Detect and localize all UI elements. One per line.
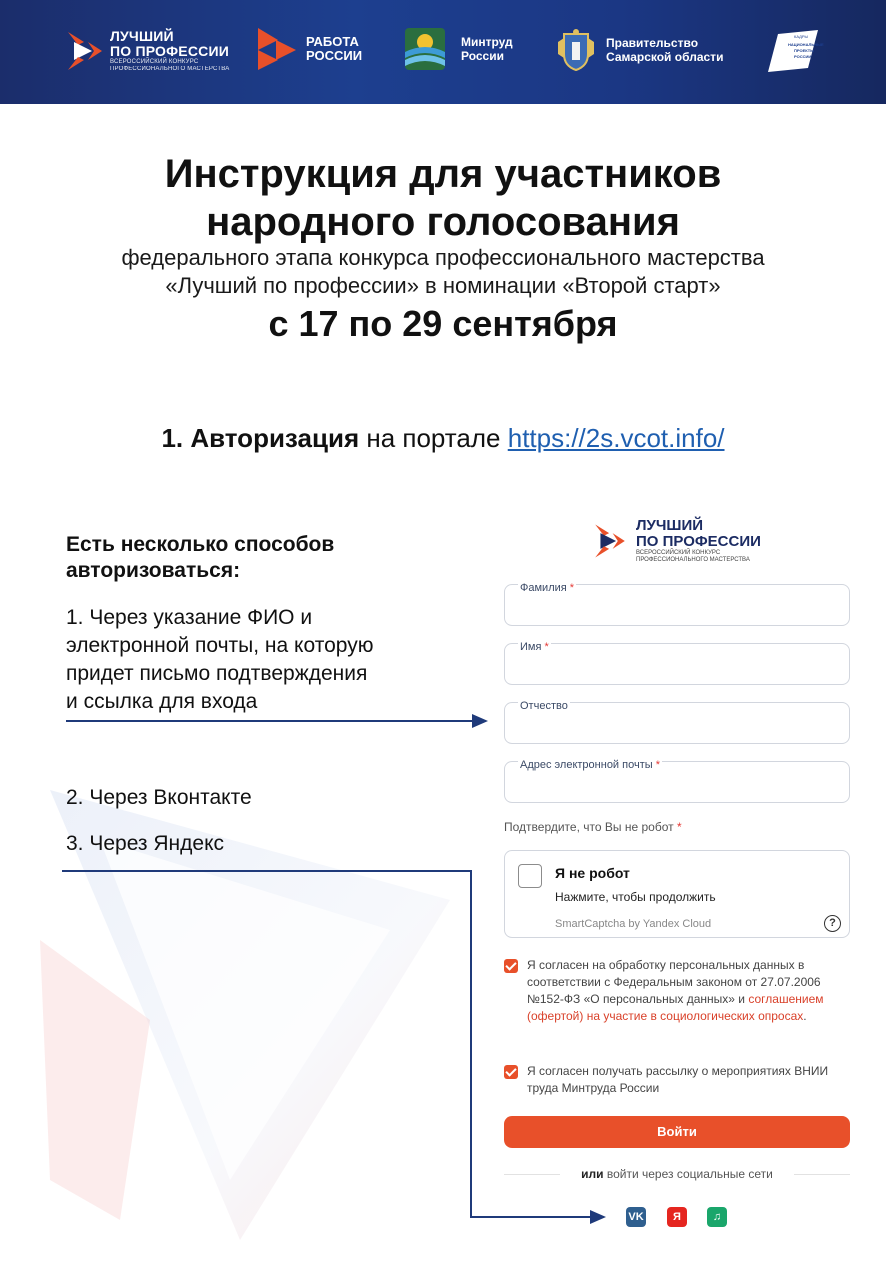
- logo-text: ЛУЧШИЙ: [110, 28, 174, 44]
- subtitle-line: «Лучший по профессии» в номинации «Второй старт»: [165, 273, 721, 298]
- arrow-social-line-bottom: [470, 1216, 594, 1218]
- voting-dates: с 17 по 29 сентября: [268, 303, 618, 344]
- offer-link[interactable]: соглашением (офертой) на участие в социологических опросах: [527, 992, 824, 1023]
- consent-mailing-text: Я согласен получать рассылку о мероприятиях ВНИИ труда Минтруда России: [527, 1064, 829, 1095]
- required-mark: *: [676, 820, 682, 834]
- form-logo: [590, 518, 761, 564]
- logo-best-in-profession: [66, 28, 229, 74]
- email-input[interactable]: [517, 776, 839, 798]
- chevrons-icon: [590, 521, 630, 561]
- name-input[interactable]: [517, 658, 839, 680]
- way-line: электронной почты, на которую: [66, 634, 374, 657]
- consent-text: Я согласен на обработку персональных данных в соответствии с Федеральным законом от 27.07.2006 №152-ФЗ «О персональных данных» и: [527, 958, 821, 1006]
- required-mark: *: [655, 759, 660, 771]
- subtitle-line: федерального этапа конкурса профессионального мастерства: [121, 245, 765, 270]
- social-text: войти через социальные сети: [603, 1167, 773, 1181]
- help-icon[interactable]: ?: [824, 915, 841, 932]
- name-field[interactable]: [504, 643, 850, 685]
- consent-personal-data-checkbox[interactable]: [504, 959, 518, 973]
- captcha-brand: SmartCaptcha by Yandex Cloud: [555, 918, 712, 930]
- logo-text: КАДРЫ: [794, 34, 809, 39]
- way-line: 1. Через указание ФИО и: [66, 606, 313, 629]
- portal-link[interactable]: https://2s.vcot.info/: [507, 423, 725, 453]
- field-label-text: Имя: [520, 641, 542, 653]
- captcha-hint: Нажмите, чтобы продолжить: [555, 890, 716, 904]
- robot-prompt: [504, 820, 682, 834]
- chevrons-icon: [66, 28, 104, 74]
- field-label: [518, 641, 551, 653]
- email-field[interactable]: [504, 761, 850, 803]
- logo-mintrud: [405, 28, 513, 70]
- field-label-text: Адрес электронной почты: [520, 759, 653, 771]
- captcha-checkbox[interactable]: [518, 864, 542, 888]
- page-subtitle: [0, 244, 886, 300]
- required-mark: *: [569, 582, 575, 594]
- step-label: 1. Авторизация: [161, 423, 360, 453]
- logo-text: России: [461, 49, 504, 63]
- logo-text: ПРОФЕССИОНАЛЬНОГО МАСТЕРСТВА: [110, 66, 230, 72]
- ways-heading-line: Есть несколько способов: [66, 533, 335, 556]
- national-projects-icon: [764, 28, 824, 74]
- logo-text: РАБОТА: [306, 34, 359, 49]
- arrow-email-line: [66, 720, 476, 722]
- logo-text: НАЦИОНАЛЬНЫЕ: [788, 42, 824, 47]
- patronymic-input[interactable]: [517, 717, 839, 739]
- field-label-text: Фамилия: [520, 582, 567, 594]
- third-login-icon[interactable]: ♫: [707, 1207, 727, 1227]
- form-logo-text: ПРОФЕССИОНАЛЬНОГО МАСТЕРСТВА: [636, 557, 750, 563]
- consent-text: .: [803, 1009, 807, 1023]
- logo-text: ПО ПРОФЕССИИ: [110, 43, 229, 59]
- login-button[interactable]: Войти: [504, 1116, 850, 1148]
- title-line: народного голосования: [206, 200, 680, 244]
- required-mark: *: [544, 641, 549, 653]
- arrow-social-line-down: [470, 870, 472, 1218]
- surname-input[interactable]: [517, 599, 839, 621]
- smart-captcha[interactable]: [504, 850, 850, 938]
- page-title: [0, 150, 886, 246]
- logo-samara-government: [556, 28, 723, 72]
- field-label: [518, 700, 570, 712]
- field-label: [518, 759, 662, 771]
- logo-rabota-rossii: [256, 26, 362, 72]
- step-text: на портале: [359, 423, 508, 453]
- way-yandex: 3. Через Яндекс: [66, 832, 225, 855]
- logo-national-projects: [764, 28, 824, 74]
- mintrud-icon: [405, 28, 445, 70]
- patronymic-field[interactable]: [504, 702, 850, 744]
- logo-text: ПРОЕКТЫ: [794, 48, 815, 53]
- title-line: Инструкция для участников: [164, 152, 722, 196]
- consent-personal-data-text: [527, 957, 849, 1025]
- header-banner: [0, 0, 886, 104]
- social-or: или: [581, 1167, 604, 1181]
- ways-heading: [66, 532, 426, 584]
- arrow-head-icon: [590, 1210, 606, 1224]
- way-vk: 2. Через Вконтакте: [66, 786, 252, 809]
- logo-text: РОССИИ: [306, 48, 363, 63]
- yandex-login-icon[interactable]: Я: [667, 1207, 687, 1227]
- logo-text: Самарской области: [606, 50, 724, 64]
- form-logo-text: ПО ПРОФЕССИИ: [636, 533, 761, 550]
- arrow-head-icon: [472, 714, 488, 728]
- logo-text: ВСЕРОССИЙСКИЙ КОНКУРС: [110, 59, 199, 65]
- arrow-social-line-top: [62, 870, 472, 872]
- logo-text: Минтруд: [461, 35, 513, 49]
- field-label: [518, 582, 576, 594]
- rabota-icon: [256, 26, 300, 72]
- captcha-title: Я не робот: [555, 865, 630, 881]
- vk-login-icon[interactable]: VK: [626, 1207, 646, 1227]
- field-label-text: Отчество: [520, 700, 568, 712]
- form-logo-text: ВСЕРОССИЙСКИЙ КОНКУРС: [636, 550, 721, 556]
- logo-text: РОССИИ: [794, 54, 812, 59]
- way-email: [66, 604, 466, 716]
- robot-prompt-text: Подтвердите, что Вы не робот: [504, 820, 674, 834]
- ways-heading-line: авторизоваться:: [66, 559, 241, 582]
- social-login-text: [504, 1167, 850, 1181]
- form-logo-text: ЛУЧШИЙ: [636, 517, 704, 534]
- way-line: и ссылка для входа: [66, 690, 258, 713]
- coat-of-arms-icon: [556, 28, 596, 72]
- step-heading: [0, 422, 886, 454]
- logo-text: Правительство: [606, 36, 699, 50]
- way-line: придет письмо подтверждения: [66, 662, 368, 685]
- consent-mailing-checkbox[interactable]: [504, 1065, 518, 1079]
- surname-field[interactable]: [504, 584, 850, 626]
